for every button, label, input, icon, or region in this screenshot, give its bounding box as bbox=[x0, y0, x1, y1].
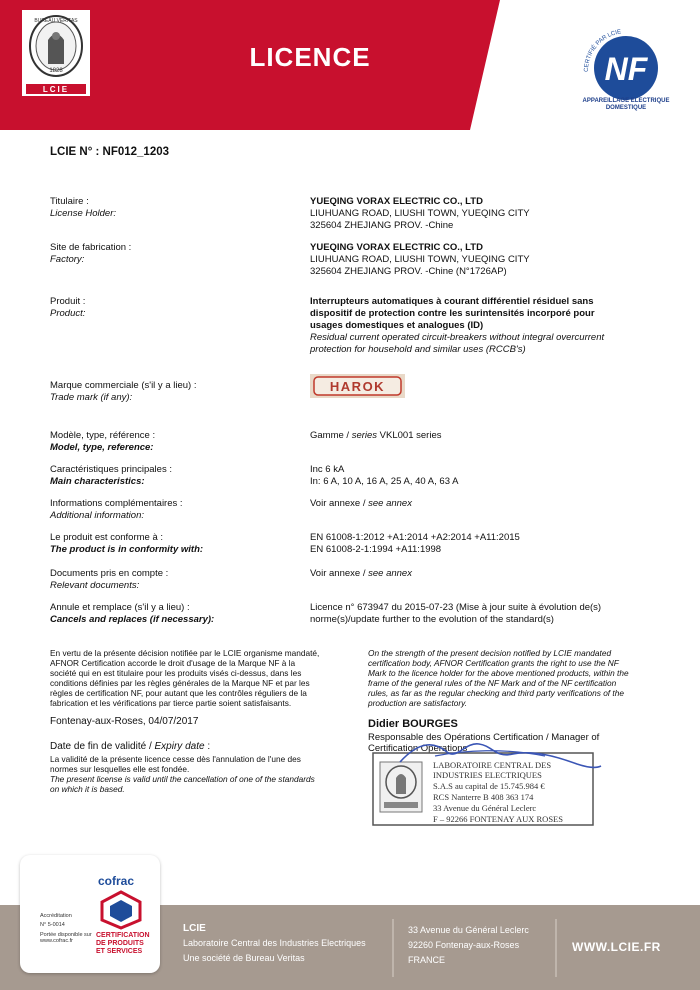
factory-address-2: 325604 ZHEJIANG PROV. -Chine (N°1726AP) bbox=[310, 266, 507, 277]
product-en-line-2: protection for household and similar uses (RCCB's) bbox=[310, 344, 526, 355]
product-label-fr: Produit : bbox=[50, 296, 86, 307]
decision-en-line: certification body, AFNOR Certification grants the right to use the NF bbox=[368, 658, 619, 668]
cofrac-brand: cofrac bbox=[98, 874, 135, 888]
validity-text bbox=[50, 754, 350, 794]
validity-en-line: The present license is valid until the cancellation of one of the standards bbox=[50, 774, 315, 784]
conformity-value bbox=[310, 532, 655, 556]
factory-address-1: LIUHUANG ROAD, LIUSHI TOWN, YUEQING CITY bbox=[310, 254, 530, 265]
documents-label bbox=[50, 568, 168, 592]
cofrac-scope-2: www.cofrac.fr bbox=[40, 938, 74, 944]
decision-fr-line: société qui en est titulaire pour les produits visés ci-dessus, dans les bbox=[50, 668, 302, 678]
conformity-label-en: The product is in conformity with: bbox=[50, 544, 204, 555]
decision-en-line: Mark to the licence holder for the above mentioned products, within the bbox=[368, 668, 629, 678]
bv-logo-year: 1828 bbox=[49, 68, 63, 74]
stamp-line-4: RCS Nanterre B 408 363 174 bbox=[433, 792, 534, 802]
footer-website-link[interactable]: WWW.LCIE.FR bbox=[572, 940, 661, 954]
signer-title-line-1: Responsable des Opérations Certification / Manager of bbox=[368, 732, 600, 743]
model-value-italic: series bbox=[351, 430, 378, 441]
additional-label bbox=[50, 498, 183, 522]
product-label bbox=[50, 296, 85, 320]
characteristics-label-fr: Caractéristiques principales : bbox=[50, 464, 172, 475]
footer-org: LCIE bbox=[183, 923, 206, 934]
factory-label-en: Factory: bbox=[50, 254, 85, 265]
product-fr-line-2: dispositif de protection contre les surintensités incorporé pour bbox=[310, 308, 595, 319]
cofrac-cert-text bbox=[96, 932, 150, 956]
product-value bbox=[310, 296, 655, 356]
decision-en-line: rules, as far as the regular checking and third party verifications of the bbox=[368, 688, 624, 698]
bv-logo-top-text: BUREAU VERITAS bbox=[34, 18, 78, 24]
footer-address-1: 33 Avenue du Général Leclerc bbox=[408, 925, 529, 935]
trademark-label-en: Trade mark (if any): bbox=[50, 392, 133, 403]
model-label-en: Model, type, reference: bbox=[50, 442, 154, 453]
cofrac-cert-line-3: ET SERVICES bbox=[96, 948, 143, 955]
decision-en bbox=[368, 648, 658, 708]
decision-fr-line: conditions définies par les règles générales de la Marque NF et par les bbox=[50, 678, 310, 688]
nf-logo-mark: NF bbox=[604, 51, 648, 87]
replaces-value bbox=[310, 602, 655, 626]
additional-label-en: Additional information: bbox=[50, 510, 144, 521]
documents-label-fr: Documents pris en compte : bbox=[50, 568, 169, 579]
trademark-logo bbox=[310, 374, 405, 398]
replaces-label-fr: Annule et remplace (s'il y a lieu) : bbox=[50, 602, 190, 613]
validity-title-fr: Date de fin de validité / bbox=[50, 741, 155, 752]
footer-address-2: 92260 Fontenay-aux-Roses bbox=[408, 940, 520, 950]
bv-logo-org: LCIE bbox=[42, 85, 70, 94]
documents-value-italic: see annex bbox=[368, 568, 412, 579]
footer-address-3: FRANCE bbox=[408, 955, 446, 965]
additional-value bbox=[310, 498, 655, 510]
decision-en-line: On the strength of the present decision notified by LCIE mandated bbox=[368, 648, 612, 658]
holder-name: YUEQING VORAX ELECTRIC CO., LTD bbox=[310, 196, 483, 207]
factory-name: YUEQING VORAX ELECTRIC CO., LTD bbox=[310, 242, 483, 253]
documents-label-en: Relevant documents: bbox=[50, 580, 140, 591]
factory-value bbox=[310, 242, 655, 278]
signer-title-line-2: Certification Operations bbox=[368, 743, 468, 754]
cofrac-cert-line-1: CERTIFICATION bbox=[96, 932, 150, 939]
stamp-line-5: 33 Avenue du Général Leclerc bbox=[433, 803, 537, 813]
documents-value bbox=[310, 568, 655, 580]
cofrac-accreditation bbox=[40, 912, 92, 944]
decision-fr-line: AFNOR Certification accorde le droit d'usage de la Marque NF à la bbox=[50, 658, 296, 668]
model-value-suffix: VKL001 series bbox=[377, 430, 442, 441]
holder-label-en: License Holder: bbox=[50, 208, 117, 219]
model-label bbox=[50, 430, 155, 454]
decision-en-line: frame of the general rules of the NF Mark and of the NF certification bbox=[368, 678, 617, 688]
model-value bbox=[310, 430, 655, 442]
validity-title bbox=[50, 741, 210, 752]
decision-en-line: production are satisfactory. bbox=[368, 698, 467, 708]
trademark-label bbox=[50, 380, 196, 404]
replaces-line-1: Licence n° 673947 du 2015-07-23 (Mise à jour suite à évolution de(s) bbox=[310, 602, 602, 613]
handwritten-signature bbox=[395, 734, 605, 774]
trademark-label-fr: Marque commerciale (s'il y a lieu) : bbox=[50, 380, 197, 391]
holder-address-1: LIUHUANG ROAD, LIUSHI TOWN, YUEQING CITY bbox=[310, 208, 530, 219]
validity-title-en: Expiry date bbox=[154, 741, 205, 752]
footer-org-block bbox=[183, 921, 366, 966]
place-date: Fontenay-aux-Roses, 04/07/2017 bbox=[50, 716, 199, 727]
page-title: LICENCE bbox=[249, 42, 371, 72]
factory-label bbox=[50, 242, 131, 266]
conformity-label-fr: Le produit est conforme à : bbox=[50, 532, 164, 543]
replaces-line-2: norme(s)/update further to the evolution of the standard(s) bbox=[310, 614, 554, 625]
holder-value bbox=[310, 196, 655, 232]
characteristics-line-2: In: 6 A, 10 A, 16 A, 25 A, 40 A, 63 A bbox=[310, 476, 459, 487]
validity-title-colon: : bbox=[204, 741, 211, 752]
additional-value-prefix: Voir annexe / bbox=[310, 498, 369, 509]
trademark-brand: HAROK bbox=[329, 379, 386, 394]
nf-logo-caption bbox=[572, 98, 680, 112]
stamp-line-6: F – 92266 FONTENAY AUX ROSES bbox=[433, 814, 563, 824]
stamp-line-3: S.A.S au capital de 15.745.984 € bbox=[433, 781, 545, 791]
replaces-label bbox=[50, 602, 214, 626]
product-label-en: Product: bbox=[50, 308, 86, 319]
cofrac-number: N° 5-0014 bbox=[40, 922, 65, 928]
product-fr-line-1: Interrupteurs automatiques à courant différentiel résiduel sans bbox=[310, 296, 594, 307]
additional-value-italic: see annex bbox=[368, 498, 412, 509]
nf-logo-arc-text: CERTIFIÉ PAR LCIE bbox=[583, 29, 622, 73]
stamp-line-1: LABORATOIRE CENTRAL DES bbox=[433, 760, 552, 770]
product-en-line-1: Residual current operated circuit-breakers without integral overcurrent bbox=[310, 332, 605, 343]
model-label-fr: Modèle, type, référence : bbox=[50, 430, 156, 441]
footer-address bbox=[408, 923, 529, 968]
validity-fr-line: La validité de la présente licence cesse dès l'annulation de l'une des bbox=[50, 754, 301, 764]
nf-caption-line-2: DOMESTIQUE bbox=[605, 105, 647, 111]
characteristics-label bbox=[50, 464, 172, 488]
characteristics-value bbox=[310, 464, 655, 488]
product-fr-line-3: usages domestiques et analogues (ID) bbox=[310, 320, 484, 331]
footer-org-full: Laboratoire Central des Industries Electriques bbox=[183, 938, 366, 948]
validity-fr-line: normes sur lesquelles elle est fondée. bbox=[50, 764, 190, 774]
decision-fr bbox=[50, 648, 350, 708]
licence-number: LCIE N° : NF012_1203 bbox=[50, 146, 170, 158]
factory-label-fr: Site de fabrication : bbox=[50, 242, 132, 253]
validity-en-line: on which it is based. bbox=[50, 784, 125, 794]
decision-fr-line: règles de certification NF, pour autant que les contrôles réguliers de la bbox=[50, 688, 307, 698]
cofrac-scope-1: Portée disponible sur bbox=[40, 932, 92, 938]
cofrac-cert-line-2: DE PRODUITS bbox=[96, 940, 144, 947]
model-value-prefix: Gamme / bbox=[310, 430, 352, 441]
signer-name: Didier BOURGES bbox=[368, 718, 458, 730]
characteristics-line-1: Inc 6 kA bbox=[310, 464, 345, 475]
conformity-label bbox=[50, 532, 203, 556]
holder-label bbox=[50, 196, 116, 220]
replaces-label-en: Cancels and replaces (if necessary): bbox=[50, 614, 215, 625]
characteristics-label-en: Main characteristics: bbox=[50, 476, 145, 487]
cofrac-hexagon-logo bbox=[98, 890, 144, 930]
conformity-line-1: EN 61008-1:2012 +A1:2014 +A2:2014 +A11:2015 bbox=[310, 532, 520, 543]
additional-label-fr: Informations complémentaires : bbox=[50, 498, 183, 509]
footer-org-parent: Une société de Bureau Veritas bbox=[183, 953, 305, 963]
decision-fr-line: En vertu de la présente décision notifiée par le LCIE organisme mandaté, bbox=[50, 648, 320, 658]
cofrac-accreditation-label: Accréditation bbox=[40, 913, 72, 919]
conformity-line-2: EN 61008-2-1:1994 +A11:1998 bbox=[310, 544, 442, 555]
nf-caption-line-1: APPAREILLAGE ELECTRIQUE bbox=[582, 98, 670, 104]
bureau-veritas-logo bbox=[18, 8, 94, 98]
holder-label-fr: Titulaire : bbox=[50, 196, 89, 207]
documents-value-prefix: Voir annexe / bbox=[310, 568, 369, 579]
stamp-line-2: INDUSTRIES ELECTRIQUES bbox=[433, 770, 542, 780]
decision-fr-line: fabrication et les vérifications par tierce partie soient satisfaisants. bbox=[50, 698, 292, 708]
holder-address-2: 325604 ZHEJIANG PROV. -Chine bbox=[310, 220, 454, 231]
